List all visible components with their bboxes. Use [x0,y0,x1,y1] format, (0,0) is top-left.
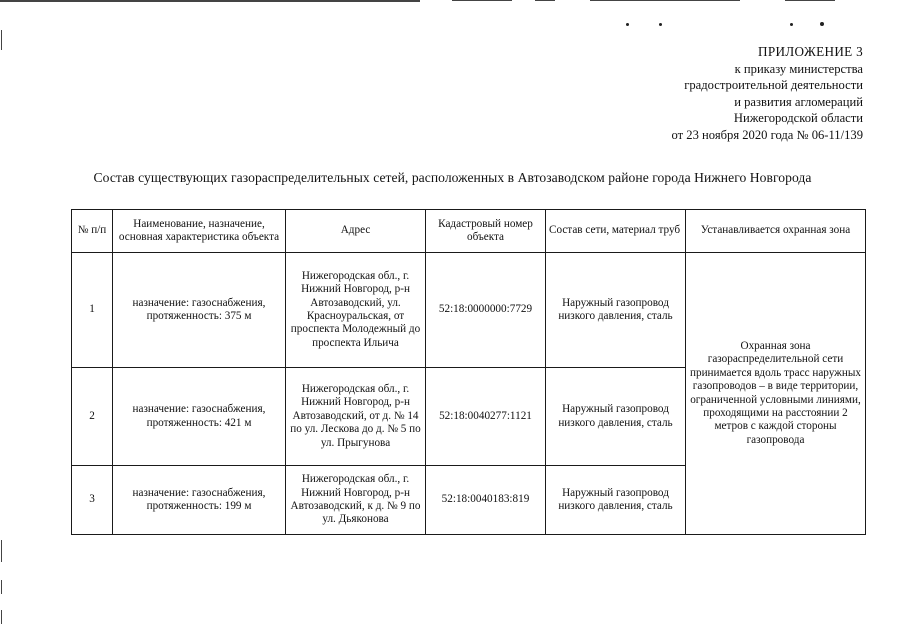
scan-artifact-top-line [535,0,555,1]
scan-artifact-top-line [0,0,420,2]
scan-artifact-top-line [785,0,835,1]
scan-artifact-dot [790,23,793,26]
cell-address: Нижегородская обл., г. Нижний Новгород, р-н Автозаводский, от д. № 14 по ул. Лескова до д. № 5 по ул. Прыгунова [286,368,426,466]
gas-network-table [71,209,866,535]
cell-cadastral: 52:18:0040183:819 [426,466,546,535]
appendix-line: Нижегородской области [733,111,863,126]
cell-network: Наружный газопровод низкого давления, сталь [546,253,686,368]
appendix-line: и развития агломераций [734,94,863,109]
header-network: Состав сети, материал труб [546,210,686,253]
scan-artifact-left-edge [1,580,2,594]
cell-number: 3 [72,466,113,535]
cell-protection-zone: Охранная зона газораспределительной сети принимается вдоль трасс наружных газопроводов – в виде территории, ограниченной условными линиями, проходящими на расстоянии 2 метров с каждой стороны газопровода [686,253,866,535]
cell-number: 1 [72,253,113,368]
cell-name: назначение: газоснабжения, протяженность: 375 м [113,253,286,368]
table-header-row [72,210,866,253]
appendix-title: ПРИЛОЖЕНИЕ 3 [758,44,863,59]
cell-name: назначение: газоснабжения, протяженность: 421 м [113,368,286,466]
header-zone: Устанавливается охранная зона [686,210,866,253]
table-row [72,253,866,368]
cell-name: назначение: газоснабжения, протяженность: 199 м [113,466,286,535]
cell-cadastral: 52:18:0040277:1121 [426,368,546,466]
scan-artifact-left-edge [1,540,2,562]
header-address: Адрес [286,210,426,253]
cell-address: Нижегородская обл., г. Нижний Новгород, р-н Автозаводский, к д. № 9 по ул. Дьяконова [286,466,426,535]
appendix-line: от 23 ноября 2020 года № 06-11/139 [671,127,863,142]
document-title: Состав существующих газораспределительных сетей, расположенных в Автозаводском районе города Нижнего Новгорода [93,170,812,185]
header-number: № п/п [72,210,113,253]
cell-number: 2 [72,368,113,466]
scan-artifact-top-line [590,0,740,1]
cell-network: Наружный газопровод низкого давления, сталь [546,466,686,535]
cell-network: Наружный газопровод низкого давления, сталь [546,368,686,466]
scan-artifact-dot [626,23,629,26]
cell-address: Нижегородская обл., г. Нижний Новгород, р-н Автозаводский, ул. Красноуральская, от проспекта Молодежный до проспекта Ильича [286,253,426,368]
header-cadastral: Кадастровый номер объекта [426,210,546,253]
header-name: Наименование, назначение, основная характеристика объекта [113,210,286,253]
scan-artifact-dot [820,22,824,26]
cell-cadastral: 52:18:0000000:7729 [426,253,546,368]
appendix-line: к приказу министерства [734,61,863,76]
scan-artifact-top-line [452,0,512,1]
scan-artifact-dot [659,23,662,26]
appendix-line: градостроительной деятельности [684,78,863,93]
scan-artifact-left-edge [1,30,2,50]
appendix-header [672,44,864,144]
scan-artifact-left-edge [1,610,2,624]
